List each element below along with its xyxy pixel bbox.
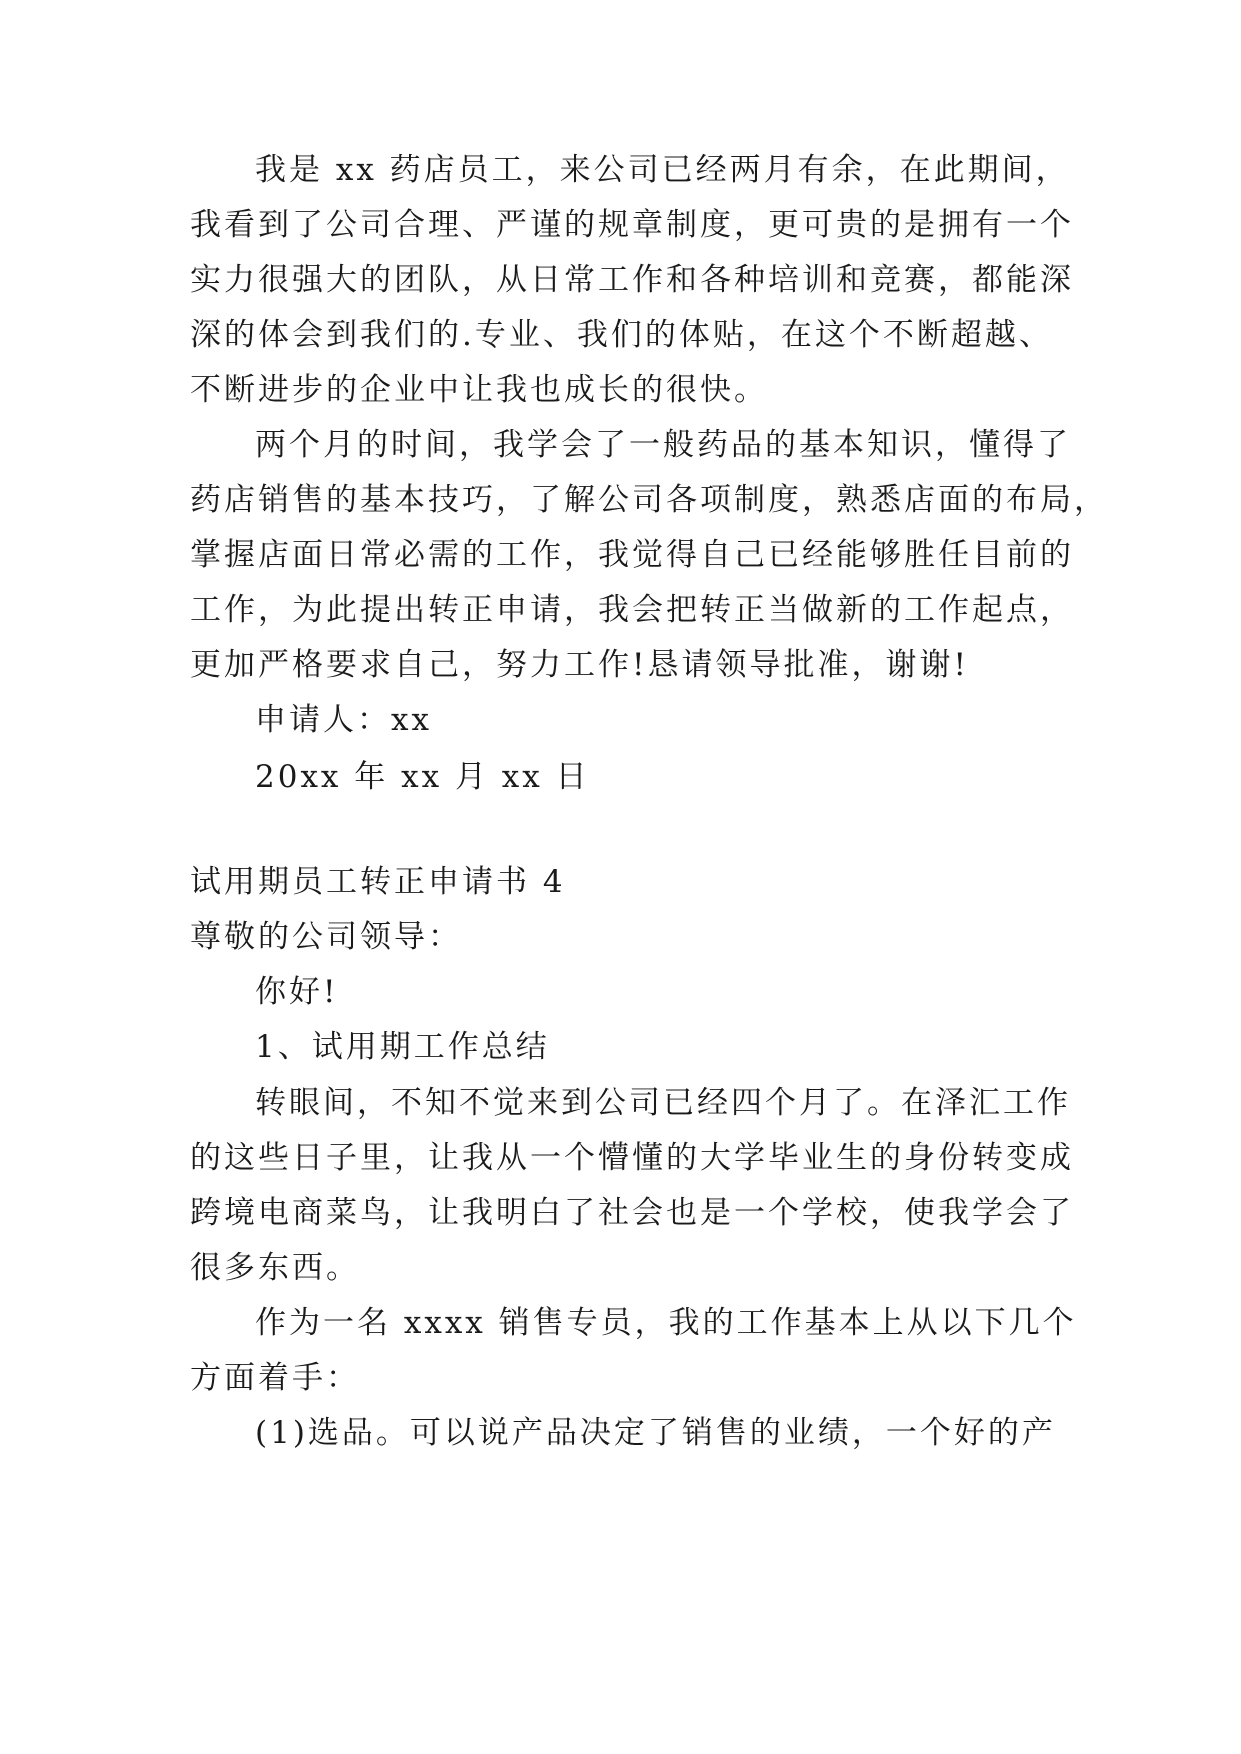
paragraph-line: 不断进步的企业中让我也成长的很快。 (190, 372, 768, 408)
paragraph-line: 更加严格要求自己，努力工作!恳请领导批准，谢谢! (190, 647, 969, 683)
paragraph-line: 的这些日子里，让我从一个懵懂的大学毕业生的身份转变成 (190, 1140, 1074, 1176)
applicant-line: 申请人：xx (255, 702, 432, 738)
date-line: 20xx 年 xx 月 xx 日 (255, 759, 590, 795)
paragraph-line: 实力很强大的团队，从日常工作和各种培训和竞赛，都能深 (190, 262, 1074, 298)
paragraph-line: 跨境电商菜鸟，让我明白了社会也是一个学校，使我学会了 (190, 1195, 1074, 1231)
paragraph-line: 我是 xx 药店员工，来公司已经两月有余，在此期间， (255, 152, 1070, 188)
section-title: 试用期员工转正申请书 4 (190, 864, 566, 900)
paragraph-line: 方面着手： (190, 1360, 360, 1396)
paragraph-line: 掌握店面日常必需的工作，我觉得自己已经能够胜任目前的 (190, 537, 1074, 573)
salutation: 尊敬的公司领导： (190, 919, 462, 955)
paragraph-line: 工作，为此提出转正申请，我会把转正当做新的工作起点， (190, 592, 1074, 628)
paragraph-line: 很多东西。 (190, 1250, 360, 1286)
heading-1: 1、试用期工作总结 (255, 1029, 550, 1065)
paragraph-line: 作为一名 xxxx 销售专员，我的工作基本上从以下几个 (255, 1305, 1077, 1341)
paragraph-line: 我看到了公司合理、严谨的规章制度，更可贵的是拥有一个 (190, 207, 1074, 243)
paragraph-line: 深的体会到我们的.专业、我们的体贴，在这个不断超越、 (190, 317, 1053, 353)
paragraph-line: 药店销售的基本技巧，了解公司各项制度，熟悉店面的布局， (190, 482, 1108, 518)
paragraph-line: (1)选品。可以说产品决定了销售的业绩，一个好的产 (255, 1415, 1056, 1451)
paragraph-line: 两个月的时间，我学会了一般药品的基本知识，懂得了 (255, 427, 1071, 463)
paragraph-line: 转眼间，不知不觉来到公司已经四个月了。在泽汇工作 (255, 1085, 1071, 1121)
greeting: 你好! (255, 974, 339, 1010)
